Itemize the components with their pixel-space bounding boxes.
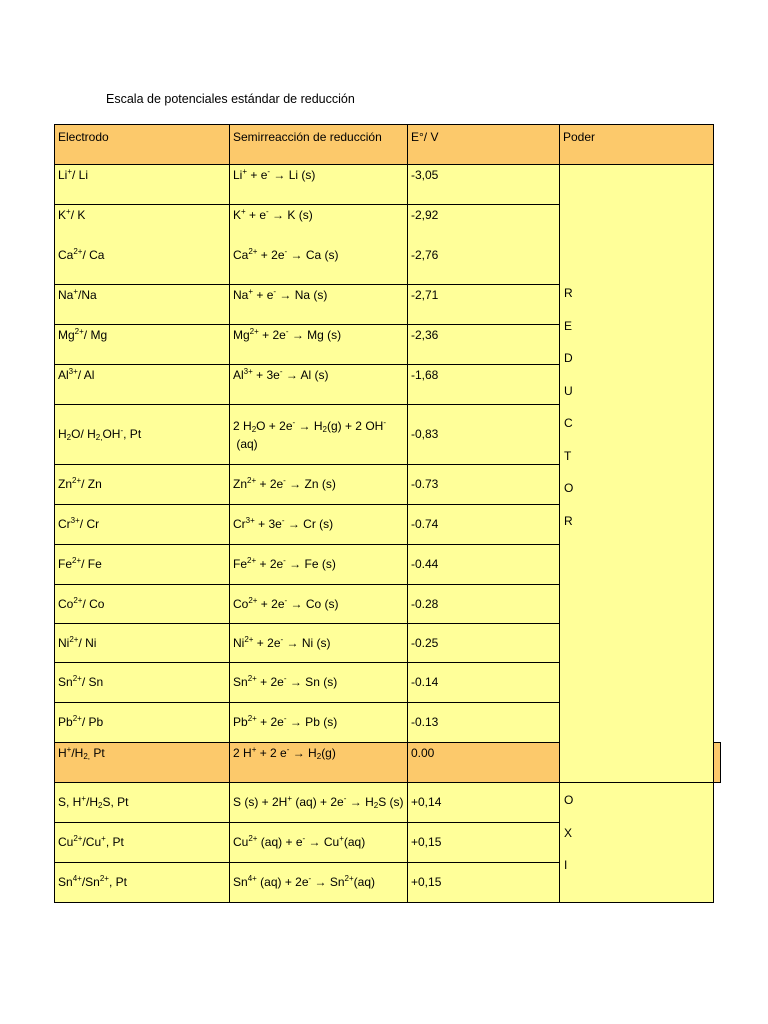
- potential-cell: +0,15: [408, 863, 560, 903]
- reaction-cell: Li+ + e- → Li (s): [230, 165, 408, 205]
- reaction-cell: $Co^{2+} + 2e^- \to Co$ (s): [230, 585, 408, 624]
- potential-cell: 0.00: [408, 743, 560, 783]
- potential-value: -2,92: [411, 208, 439, 222]
- electrode-cell: $Zn^{2+}/$ Zn: [55, 465, 230, 505]
- electrode-cell: $Pb^{2+}/$ Pb: [55, 703, 230, 743]
- electrode-cell: $Cu^{2+}/Cu^+$, Pt: [55, 823, 230, 863]
- electrode-cell: $Co^{2+}/$ Co: [55, 585, 230, 624]
- electrode-cell: K+/ K $Ca^{2+}/$ Ca: [55, 205, 230, 285]
- potential-cell: -0.25: [408, 624, 560, 663]
- reduction-potentials-table: [54, 124, 721, 903]
- electrode-cell: $Sn^{4+}/Sn^{2+}$, Pt: [55, 863, 230, 903]
- reaction-cell: $Sn^{2+} + 2e^- \to Sn$ (s): [230, 663, 408, 703]
- power-letter: U: [564, 383, 573, 398]
- power-reductor-cell: [560, 165, 714, 783]
- power-letter: O: [564, 793, 574, 807]
- electrode-cell: $Cr^{3+}/$ Cr: [55, 505, 230, 545]
- potential-cell: [408, 205, 560, 285]
- reaction-cell: $Cr^{3+} + 3e^- \to Cr$ (s): [230, 505, 408, 545]
- header-reaction: Semirreacción de reducción: [230, 125, 408, 165]
- potential-cell: -3,05: [408, 165, 560, 205]
- power-letter: T: [564, 448, 572, 463]
- potential-cell: -0,83: [408, 405, 560, 465]
- electrode-cell: $Fe^{2+}/$ Fe: [55, 545, 230, 585]
- potential-cell: -0.28: [408, 585, 560, 624]
- reaction-cell: $Al^{3+} + 3e^- \to Al$ (s): [230, 365, 408, 405]
- electrode-cell: $Sn^{2+}/$ Sn: [55, 663, 230, 703]
- header-electrode: Electrodo: [55, 125, 230, 165]
- table-row: [55, 165, 721, 205]
- reaction-cell: $Cu^{2+}$ (aq) + e- → Cu+(aq): [230, 823, 408, 863]
- reaction-cell: 2 $H_2O + 2e^- \to H_2(g) + 2$ OH- (aq): [230, 405, 408, 465]
- reaction-cell: $Zn^{2+} + 2e^- \to Zn$ (s): [230, 465, 408, 505]
- power-letter: C: [564, 416, 573, 430]
- electrode-cell: $Al^{3+}/$ Al: [55, 365, 230, 405]
- potential-cell: -0.13: [408, 703, 560, 743]
- potential-cell: +0,14: [408, 783, 560, 823]
- page-title: Escala de potenciales estándar de reducción: [106, 92, 355, 106]
- electrode-cell: $Ni^{2+}/$ Ni: [55, 624, 230, 663]
- reaction-cell: 2 H+ + 2 $e^- \to H_2(g)$: [230, 743, 408, 783]
- reaction-cell: $Pb^{2+} + 2e^- \to Pb$ (s): [230, 703, 408, 743]
- electrode-cell: $H_2O/$ $H_{2,}OH^-$, Pt: [55, 405, 230, 465]
- power-letter: D: [564, 351, 573, 365]
- power-letter: X: [564, 825, 573, 840]
- power-empty-cell: [714, 743, 721, 783]
- potential-cell: -0.14: [408, 663, 560, 703]
- electrode-cell: $H^+/H_{2,}$ Pt: [55, 743, 230, 783]
- potential-cell: -0.44: [408, 545, 560, 585]
- reaction-cell: $Mg^{2+} + 2e^- \to Mg$ (s): [230, 325, 408, 365]
- reaction-cell: S (s) + 2H+ $(aq) + 2e^- \to H_2S$ (s): [230, 783, 408, 823]
- reaction-cell: $Ni^{2+} + 2e^- \to Ni$ (s): [230, 624, 408, 663]
- power-letter: R: [564, 513, 573, 528]
- potential-cell: -2,71: [408, 285, 560, 325]
- potential-cell: -0.74: [408, 505, 560, 545]
- reaction-cell: Na+ + e- → Na (s): [230, 285, 408, 325]
- table-row: [55, 783, 721, 823]
- power-letter: I: [564, 858, 568, 872]
- electrode-cell: S, $H^+/H_2S$, Pt: [55, 783, 230, 823]
- electrode-cell: Li+/ Li: [55, 165, 230, 205]
- table-header-row: [55, 125, 721, 165]
- potential-cell: -2,36: [408, 325, 560, 365]
- reaction-cell: $Sn^{4+}$ $(aq) + 2e^- \to Sn^{2+}(aq)$: [230, 863, 408, 903]
- electrode-cell: Na+/Na: [55, 285, 230, 325]
- header-power: Poder: [560, 125, 714, 165]
- power-letter: O: [564, 481, 574, 495]
- power-letter: R: [564, 286, 573, 300]
- potential-cell: +0,15: [408, 823, 560, 863]
- potential-cell: -0.73: [408, 465, 560, 505]
- power-letter: E: [564, 318, 573, 333]
- header-potential: E°/ V: [408, 125, 560, 165]
- electrode-cell: $Mg^{2+}/$ Mg: [55, 325, 230, 365]
- potential-cell: -1,68: [408, 365, 560, 405]
- power-oxidante-cell: [560, 783, 714, 903]
- potential-value: -2,76: [411, 248, 439, 262]
- reaction-cell: K+ + e- → K (s) $Ca^{2+} + 2e^- \to Ca$ (s): [230, 205, 408, 285]
- reaction-cell: $Fe^{2+} + 2e^- \to Fe$ (s): [230, 545, 408, 585]
